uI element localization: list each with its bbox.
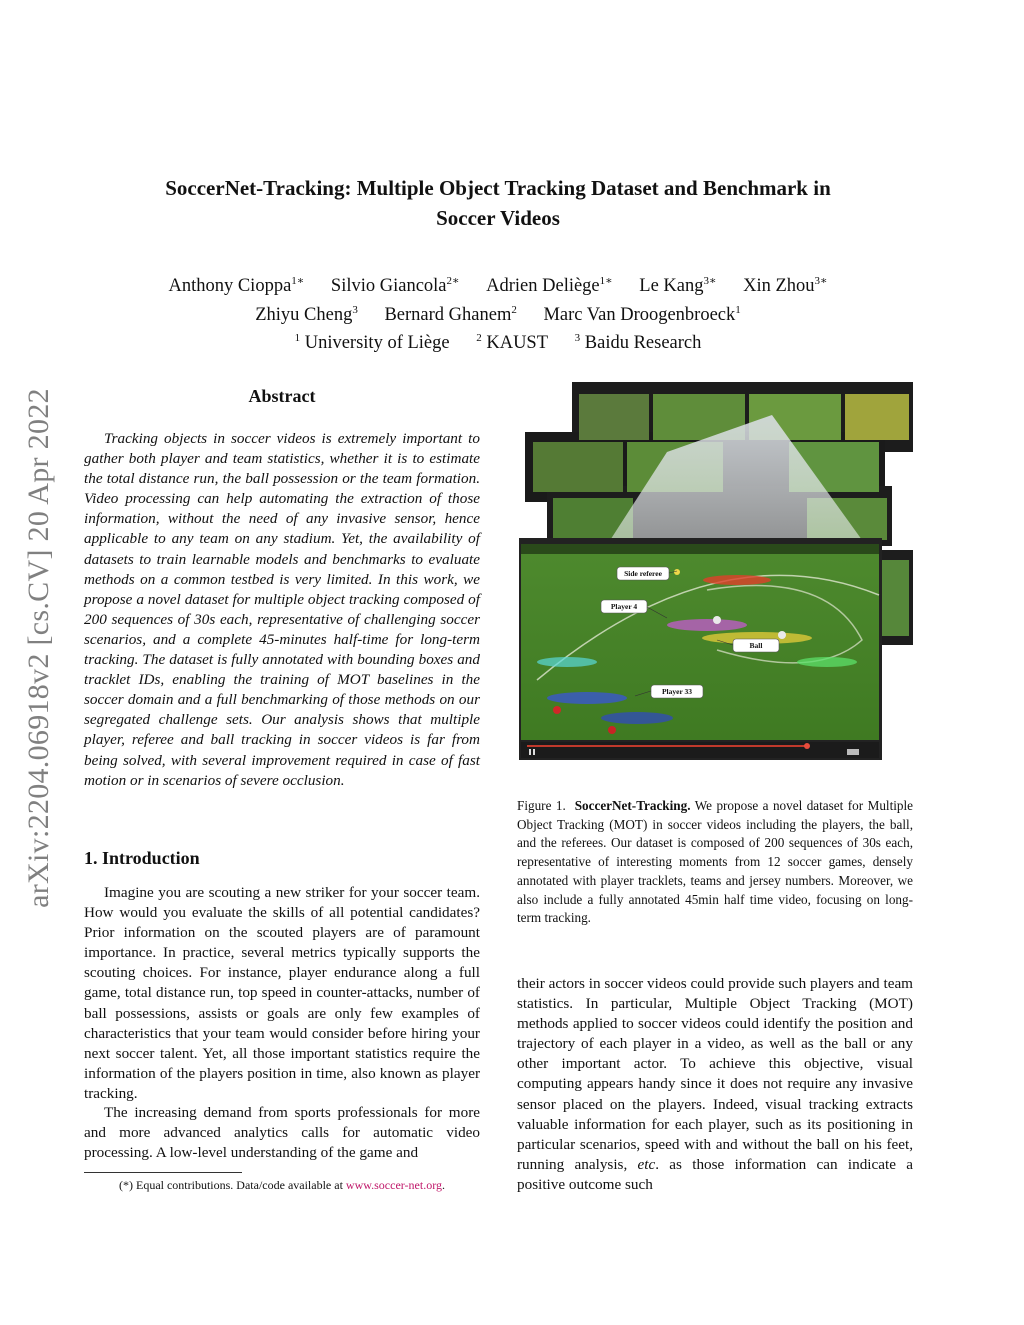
intro-paragraph-2 [84, 1103, 480, 1163]
video-player-controls [521, 742, 879, 758]
author: Silvio Giancola$^{2∗}$ [330, 275, 460, 297]
intro-paragraph-1 [84, 883, 480, 1104]
author: Anthony Cioppa$^{1∗}$ [168, 275, 305, 297]
introduction-heading: 1. Introduction [84, 848, 200, 868]
footnote: (*) Equal contributions. Data/code available at www.soccer-net.org. [119, 1178, 445, 1192]
author: Adrien Deliège$^{1∗}$ [486, 275, 613, 297]
soccernet-link[interactable]: www.soccer-net.org [345, 1178, 442, 1192]
affiliation: $^2$ KAUST [476, 332, 549, 354]
affiliations [80, 327, 916, 356]
title-line-1: SoccerNet-Tracking: Multiple Object Tracking Dataset and Benchmark in [165, 176, 831, 200]
abstract-heading: Abstract [248, 386, 316, 406]
abstract-text: Tracking objects in soccer videos is extremely important to gather both player and team statistics, whether it is to estimate the total distance run, the ball possession or the team formation. Video processing can help automating the extraction of those information, without the need of any invasive sensor, hence applicable to any team on any stadium. Yet, the availability of datasets to train learnable models and benchmarks to evaluate methods on a common testbed is very limited. In this work, we propose a novel dataset for multiple object tracking composed of 200 sequences of 30s each, representative of challenging soccer scenarios, and a complete 45-minutes half-time for long-term tracking. The dataset is fully annotated with bounding boxes and tracklet IDs, enabling the training of MOT baselines in the soccer domain and a full benchmarking of those methods on our segregated challenge sets. Our analysis shows that multiple player, referee and ball tracking in soccer videos is far from being solved, with several improvement required in case of fast motion or in scenarios of severe occlusion. [84, 430, 480, 789]
affiliation: $^1$ University of Liège [294, 332, 450, 354]
caption-bold: SoccerNet-Tracking. [574, 798, 691, 813]
paragraph: The increasing demand from sports professionals for more and more advanced analytics calls for automatic video processing. A low-level understanding of the game and [84, 1104, 480, 1162]
figure-label-side-referee: Side referee [624, 569, 662, 578]
figure-1-caption [517, 797, 913, 928]
figure-label-player-33: Player 33 [661, 687, 693, 696]
author-block [80, 270, 916, 356]
author: Le Kang$^{3∗}$ [639, 275, 717, 297]
author: Bernard Ghanem$^2$ [384, 303, 517, 325]
main-video-frame [519, 538, 882, 760]
caption-prefix: Figure 1. [517, 798, 566, 813]
author-row-1 [80, 270, 916, 299]
footnote-rule [84, 1172, 242, 1173]
title-line-2: Soccer Videos [436, 206, 560, 230]
figure-label-player-4: Player 4 [610, 602, 638, 611]
paper-title [100, 173, 896, 233]
caption-text: We propose a novel dataset for Multiple Object Tracking (MOT) in soccer videos including the players, the ball, and the referees. Our dataset is composed of 200 sequences of 30s each, representative of interesting moments from 12 soccer games, densely annotated with player tracklets, teams and jersey numbers. Moreover, we also include a fully annotated 45min half time video, focusing on long-term tracking. [517, 798, 914, 926]
right-column-text: their actors in soccer videos could provide such players and team statistics. In particular, Multiple Object Tracking (MOT) methods applied to soccer videos could identify the position and trajectory of each player in a video, as well as the ball or any other important actor. To achieve this objective, visual computing appears handy since it does not require any invasive sensor placed on the players. Indeed, visual tracking extracts valuable information for each player, such as its positioning in particular scenarios, speed with and without the ball on his feet, running analysis, etc. as those information can indicate a positive outcome such [517, 975, 913, 1193]
author-row-2 [80, 299, 916, 328]
figure-1-illustration [517, 380, 913, 762]
figure-label-ball: Ball [749, 641, 763, 650]
author: Marc Van Droogenbroeck$^1$ [543, 303, 741, 325]
affiliation: $^3$ Baidu Research [574, 332, 702, 354]
figure-1-graphic [517, 380, 913, 762]
paragraph: Imagine you are scouting a new striker for your soccer team. How would you evaluate the skills of all potential candidates? Prior information on the scouted players are of paramount importance. In practice, several metrics typically supports the scouting choices. For instance, player endurance along a full game, total distance run, top speed in counter-attacks, number of ball possessions, assists or goals are only few examples of characteristics that your team would consider before hiring your next soccer talent. Yet, all those important statistics require the information of the players position in time, also known as player tracking. [84, 884, 480, 1102]
arxiv-identifier: arXiv:2204.06918v2 [cs.CV] 20 Apr 2022 [22, 388, 55, 908]
author: Xin Zhou$^{3∗}$ [743, 275, 828, 297]
author: Zhiyu Cheng$^3$ [255, 303, 358, 325]
